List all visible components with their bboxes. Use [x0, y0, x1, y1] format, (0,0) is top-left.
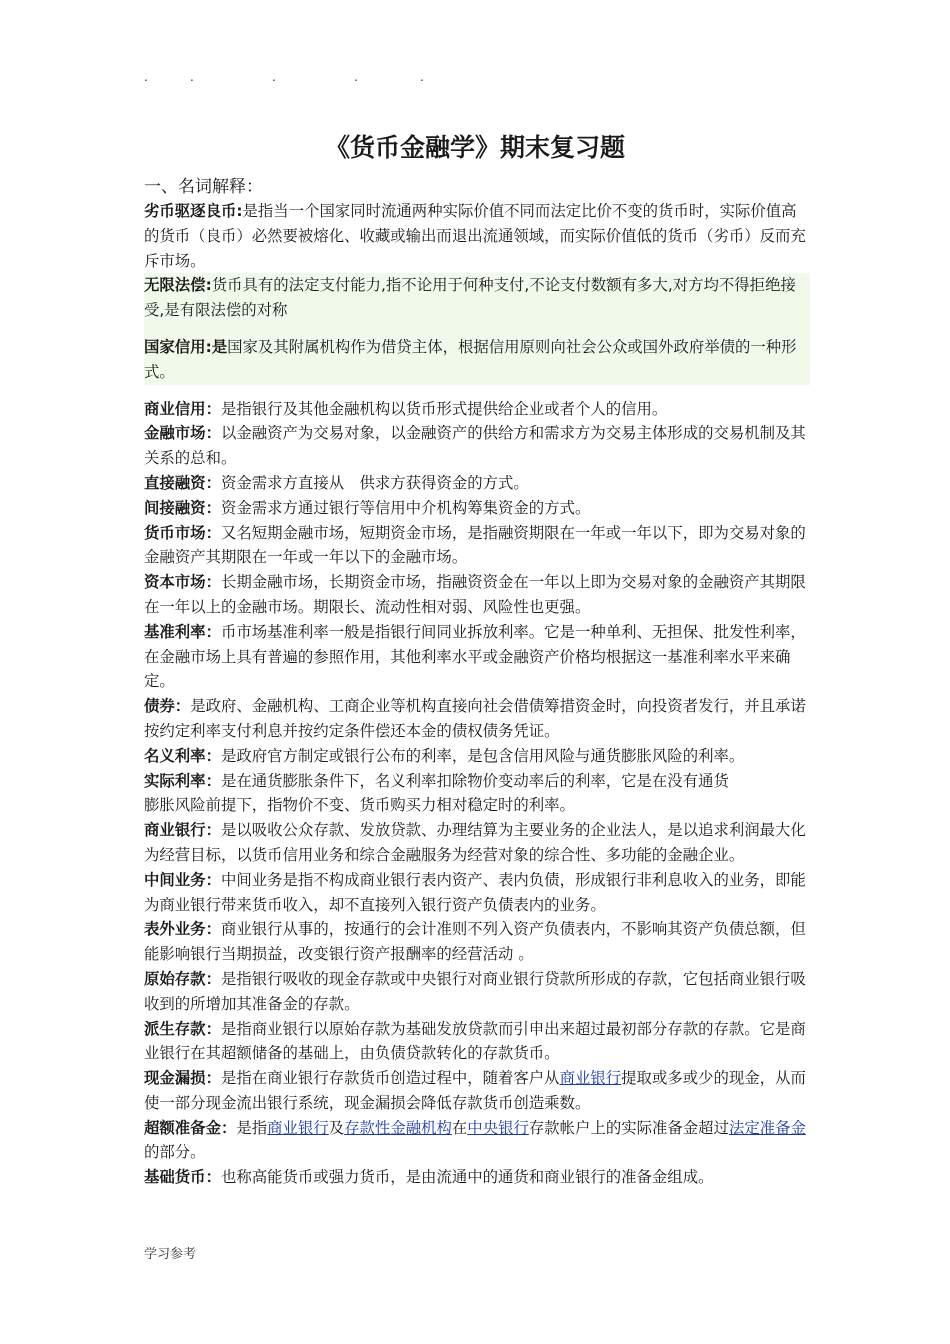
link-central-bank[interactable]: 中央银行 [467, 1118, 529, 1137]
entry-term: 国家信用:是 [144, 337, 228, 356]
entry-text: 长期金融市场，长期资金市场，指融资资金在一年以上即为交易对象的金融资产其期限在一年以上的金融市场。期限长、流动性相对弱、风险性也更强。 [144, 573, 806, 616]
entry-excess-reserves [144, 1116, 810, 1166]
entry-term: 基础货币： [144, 1168, 221, 1187]
link-commercial-bank[interactable]: 商业银行 [267, 1118, 329, 1137]
entry-term: 名义利率： [144, 746, 221, 765]
entry-text: 以金融资产为交易对象，以金融资产的供给方和需求方为交易主体形成的交易机制及其关系的总和。 [144, 424, 806, 468]
entry-term: 无限法偿: [144, 276, 212, 295]
entry-text: 在 [451, 1118, 468, 1137]
entry-text: 币市场基准利率一般是指银行间同业拆放利率。它是一种单利、无担保、批发性利率，在金融市场上具有普遍的参照作用，其他利率水平或金融资产价格均根据这一基准利率水平来确定。 [144, 622, 806, 691]
entry-text: 资金需求方通过银行等信用中介机构筹集资金的方式。 [220, 498, 591, 517]
entry-text: 是以吸收公众存款、发放贷款、办理结算为主要业务的企业法人，是以追求利润最大化为经营目标，以货币信用业务和综合金融服务为经营对象的综合性、多功能的金融企业。 [144, 821, 806, 864]
entry-intermediary-business [144, 868, 810, 918]
entry-term: 表外业务： [144, 920, 221, 939]
entry-text: 是指商业银行以原始存款为基础发放贷款而引申出来超过最初部分存款的存款。它是商业银行在其超额储备的基础上，由负债贷款转化的存款货币。 [144, 1019, 806, 1063]
entry-text: 是指银行及其他金融机构以货币形式提供给企业或者个人的信用。 [220, 399, 668, 418]
header-dots [140, 70, 460, 84]
entry-text: 又名短期金融市场，短期资金市场，是指融资期限在一年或一年以下，即为交易对象的金融资产其期限在一年或一年以下的金融市场。 [144, 523, 806, 567]
header-dot: . [420, 70, 424, 84]
entry-text: 是指银行吸收的现金存款或中央银行对商业银行贷款所形成的存款，它包括商业银行吸收到的所增加其准备金的存款。 [144, 969, 806, 1013]
header-dot: . [144, 70, 148, 84]
entry-term: 劣币驱逐良币: [144, 202, 243, 220]
entry-off-balance-business [144, 917, 810, 967]
entry-term: 派生存款： [144, 1019, 221, 1038]
entry-text: 膨胀风险前提下，指物价不变、货币购买力相对稳定时的利率。 [144, 796, 575, 815]
entry-text: 是指在商业银行存款货币创造过程中，随着客户从 [220, 1069, 560, 1088]
entry-real-rate [144, 769, 810, 819]
entry-term: 基准利率： [144, 622, 221, 641]
entry-term: 货币市场： [144, 523, 221, 542]
entry-direct-finance [144, 471, 810, 496]
entry-term: 金融市场： [144, 424, 221, 443]
entry-term: 原始存款： [144, 969, 221, 988]
entry-financial-market [144, 421, 810, 471]
entry-term: 直接融资： [144, 473, 221, 492]
entry-derivative-deposit [144, 1017, 810, 1067]
entry-text: 是指当一个国家同时流通两种实际价值不同而法定比价不变的货币时，实际价值高的货币（良币）必然要被熔化、收藏或输出而退出流通领域，而实际价值低的货币（劣币）反而充斥市场。 [144, 202, 806, 270]
entry-term: 中间业务： [144, 870, 221, 889]
entry-term: 债券： [144, 697, 191, 716]
entry-text: 及 [328, 1118, 345, 1137]
entry-text: 是政府官方制定或银行公布的利率，是包含信用风险与通货膨胀风险的利率。 [220, 746, 745, 765]
section-heading: 一、名词解释： [144, 177, 263, 197]
entry-text: 的部分。 [144, 1143, 206, 1162]
document-title: 《货币金融学》期末复习题 [324, 133, 625, 162]
entry-term: 现金漏损： [144, 1069, 221, 1088]
highlight-block [144, 273, 810, 384]
entry-text: 提取或多或少的现金，从而使一部分现金流出银行系统，现金漏损会降低存款货币创造乘数。 [144, 1069, 806, 1112]
entry-bond [144, 694, 810, 744]
entry-text: 存款帐户上的实际准备金超过 [528, 1118, 729, 1137]
entry-commercial-bank [144, 818, 810, 868]
entry-money-market [144, 521, 810, 571]
entry-text: 是政府、金融机构、工商企业等机构直接向社会借债筹措资金时，向投资者发行，并且承诺按约定利率支付利息并按约定条件偿还本金的债权债务凭证。 [144, 697, 806, 740]
entry-term: 超额准备金： [144, 1118, 237, 1137]
header-dot: . [354, 70, 358, 84]
entry-indirect-finance [144, 496, 810, 521]
entry-state-credit [144, 335, 810, 385]
entry-term: 资本市场： [144, 573, 221, 592]
entry-term: 间接融资： [144, 498, 221, 517]
link-commercial-bank[interactable]: 商业银行 [559, 1069, 622, 1088]
entry-text: 也称高能货币或强力货币，是由流通中的通货和商业银行的准备金组成。 [220, 1168, 714, 1187]
entry-commercial-credit [144, 397, 810, 422]
entry-term: 实际利率： [144, 771, 221, 790]
entry-text: 货币具有的法定支付能力,指不论用于何种支付,不论支付数额有多大,对方均不得拒绝接受,是有限法偿的对称 [144, 276, 796, 320]
header-dot: . [190, 70, 194, 84]
entry-text: 中间业务是指不构成商业银行表内资产、表内负债，形成银行非利息收入的业务，即能为商业银行带来货币收入，却不直接列入银行资产负债表内的业务。 [144, 870, 806, 914]
entry-benchmark-rate [144, 620, 810, 694]
entry-text: 是指 [236, 1118, 268, 1137]
entry-bad-money [144, 199, 810, 273]
entry-cash-leakage [144, 1066, 810, 1116]
entry-nominal-rate [144, 744, 810, 769]
entry-text: 资金需求方直接从 供求方获得资金的方式。 [220, 473, 529, 492]
header-dot: . [272, 70, 276, 84]
link-depository-institution[interactable]: 存款性金融机构 [344, 1118, 452, 1137]
entry-text: 商业银行从事的，按通行的会计准则不列入资产负债表内，不影响其资产负债总额，但能影响银行当期损益，改变银行资产报酬率的经营活动 。 [144, 920, 806, 964]
entry-base-money [144, 1165, 810, 1190]
entry-legal-tender [144, 273, 810, 323]
entry-term: 商业银行： [144, 821, 221, 840]
entry-text: 是在通货膨胀条件下，名义利率扣除物价变动率后的利率，它是在没有通货 [220, 771, 729, 790]
entry-text: 国家及其附属机构作为借贷主体，根据信用原则向社会公众或国外政府举债的一种形式。 [144, 337, 797, 381]
page-footer: 学习参考 [144, 1247, 197, 1262]
entry-primary-deposit [144, 967, 810, 1017]
glossary-content [144, 199, 810, 1190]
entry-term: 商业信用： [144, 399, 221, 418]
entry-capital-market [144, 570, 810, 620]
link-required-reserves[interactable]: 法定准备金 [728, 1118, 806, 1137]
